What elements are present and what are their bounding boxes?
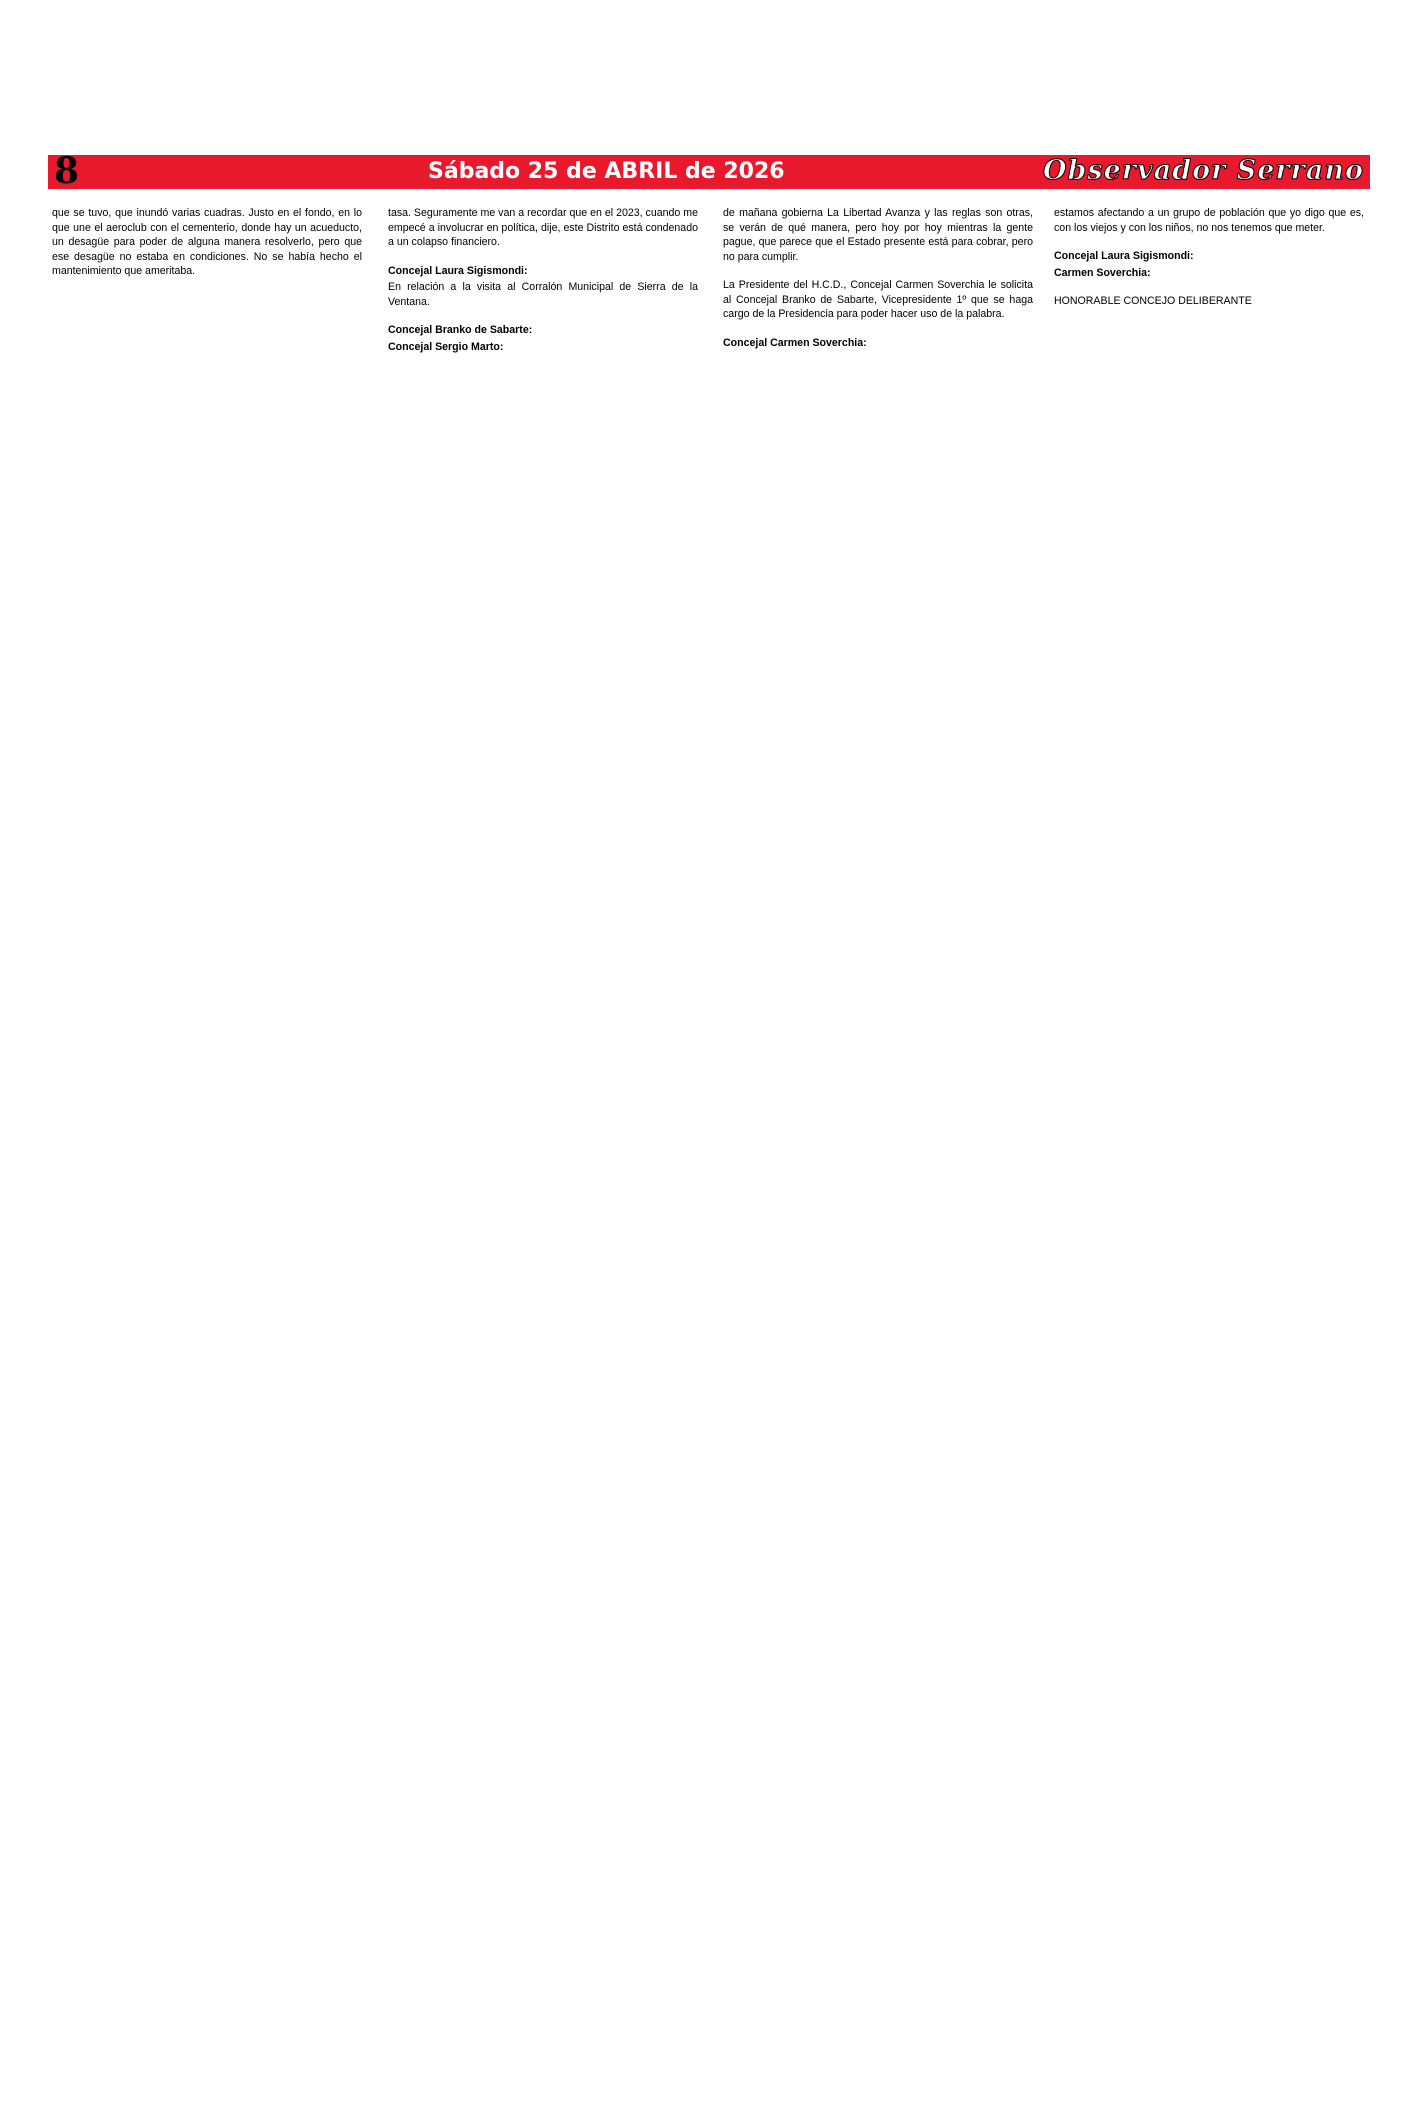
issue-date: Sábado 25 de ABRIL de 2026: [428, 159, 785, 184]
masthead-logo: Observador Serrano: [1043, 155, 1364, 186]
speaker-name: Concejal Laura Sigismondi:: [1054, 250, 1194, 262]
signature-line: HONORABLE CONCEJO DELIBERANTE: [1054, 295, 1252, 307]
speaker-name: Concejal Sergio Marto:: [388, 340, 504, 353]
page-header: [48, 150, 1370, 192]
speaker-name: Carmen Soverchia:: [1054, 266, 1151, 279]
paragraph: En relación a la visita al Corralón Municipal de Sierra de la Ventana.: [388, 281, 698, 308]
speaker-name: Concejal Branko de Sabarte:: [388, 324, 533, 336]
paragraph: tasa. Seguramente me van a recordar que en el 2023, cuando me empecé a involucrar en política, dije, este Distrito está condenado a un colapso financiero.: [388, 207, 698, 248]
paragraph: de mañana gobierna La Libertad Avanza y las reglas son otras, se verán de qué manera, pero hoy por hoy mientras la gente pague, que parece que el Estado presente está para cobrar, pero no para cumplir.: [723, 207, 1033, 263]
column-4: [1054, 206, 1364, 309]
column-3: [723, 206, 1033, 352]
column-2: [388, 206, 698, 356]
speaker-name: Concejal Laura Sigismondi:: [388, 264, 528, 277]
column-1: [52, 206, 362, 293]
paragraph: que se tuvo, que inundó varias cuadras. Justo en el fondo, en lo que une el aeroclub con el cementerio, donde hay un acueducto, un desagüe para poder de alguna manera resolverlo, pero que ese desagüe no estaba en condiciones. No se había hecho el mantenimiento que ameritaba.: [52, 207, 362, 277]
paragraph: estamos afectando a un grupo de población que yo digo que es, con los viejos y con los niños, no nos tenemos que meter.: [1054, 207, 1364, 234]
article-columns: [52, 206, 1364, 2086]
page-number: 8: [54, 150, 80, 192]
paragraph: La Presidente del H.C.D., Concejal Carmen Soverchia le solicita al Concejal Branko de Sabarte, Vicepresidente 1º que se haga cargo de la Presidencia para poder hacer uso de la palabra.: [723, 279, 1033, 320]
speaker-name: Concejal Carmen Soverchia:: [723, 336, 867, 349]
